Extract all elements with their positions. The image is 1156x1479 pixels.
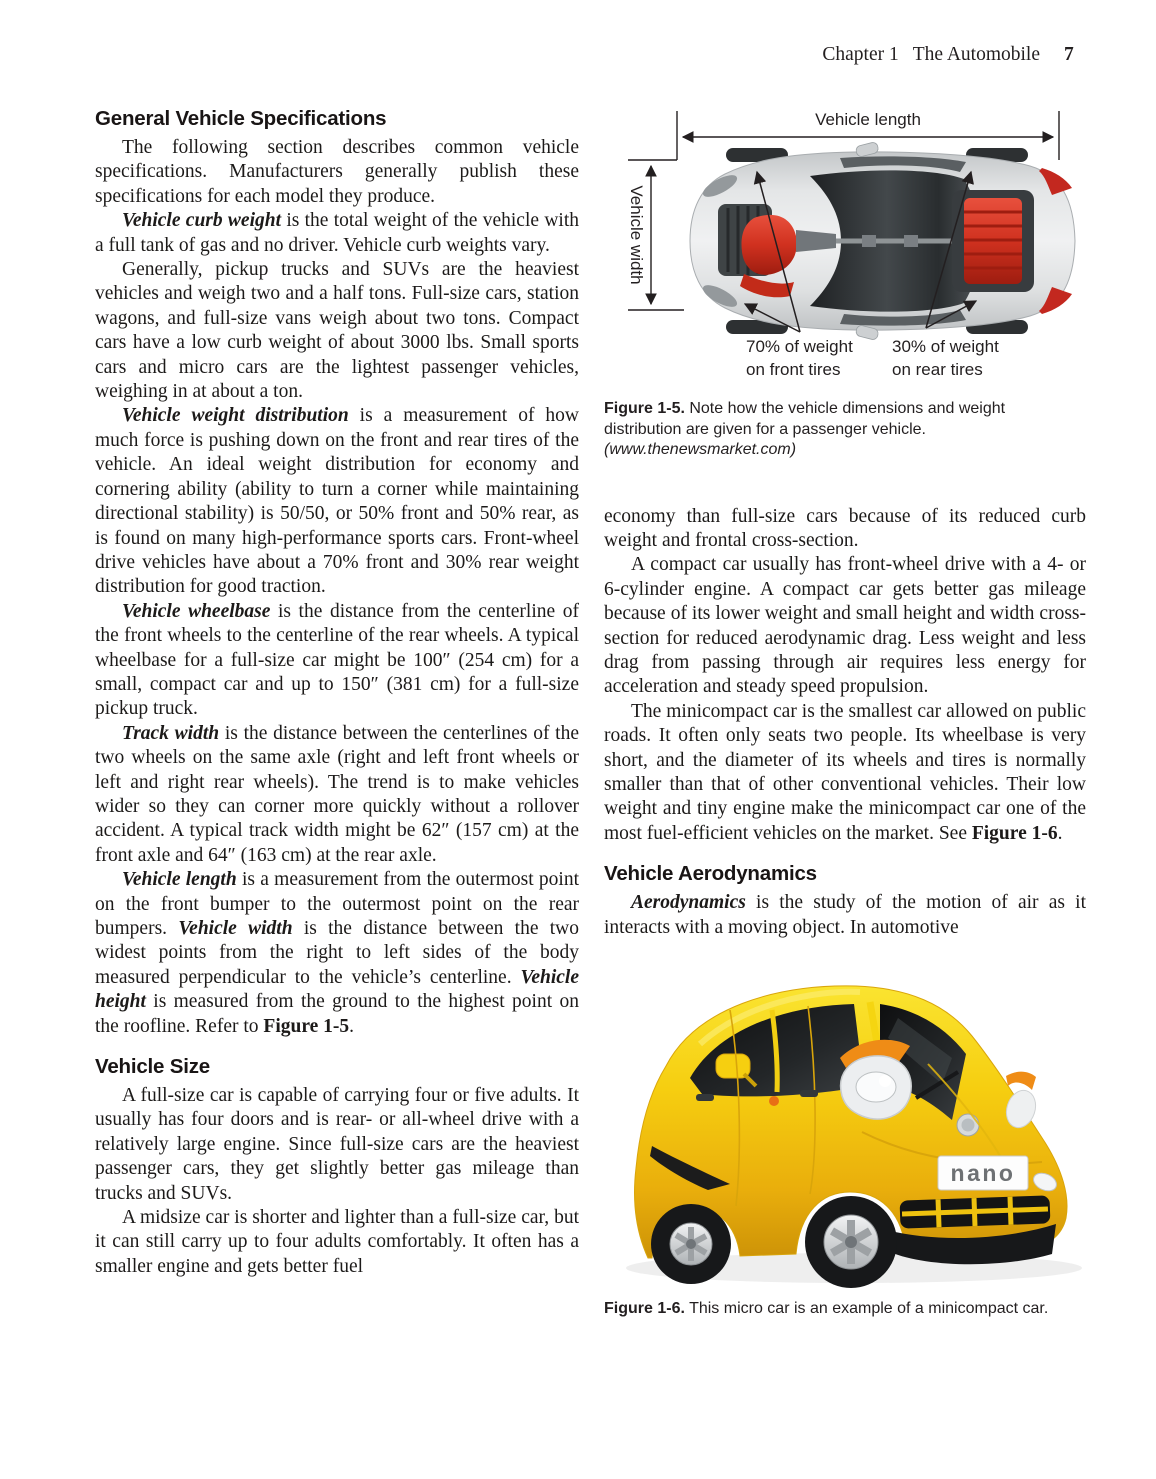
- body-paragraph: [95, 600, 579, 722]
- body-paragraph: [95, 868, 579, 1039]
- car-top-view: [690, 141, 1075, 340]
- text-run: Vehicle weight distribution: [122, 405, 349, 427]
- right-column: [604, 98, 1086, 1320]
- text-run: Vehicle curb weight: [122, 210, 282, 232]
- door-handle-rear: [696, 1094, 714, 1101]
- rear-weight-label-line1: 30% of weight: [892, 337, 999, 356]
- text-run: Aerodynamics: [631, 892, 746, 914]
- section-heading: Vehicle Size: [95, 1055, 210, 1079]
- figure-1-6: [604, 970, 1086, 1320]
- text-run: is the total weight of the vehicle with a full tank of gas and no driver. Vehicle curb weights vary.: [95, 210, 579, 256]
- text-run: (www.thenewsmarket.com): [604, 441, 797, 458]
- figure-1-5: [604, 98, 1086, 461]
- text-run: Vehicle height: [95, 966, 579, 1013]
- chapter-title: The Automobile: [912, 44, 1040, 65]
- text-run: Vehicle width: [178, 918, 293, 939]
- text-run: Figure 1-6.: [604, 1300, 685, 1317]
- body-paragraph: [95, 1084, 579, 1206]
- text-run: .: [1057, 822, 1063, 844]
- minicompact-car-photo: [604, 970, 1086, 1290]
- front-weight-label-line1: 70% of weight: [746, 337, 853, 356]
- nano-car: [635, 986, 1068, 1288]
- text-run: Track width: [122, 722, 220, 744]
- text-run: .: [349, 1015, 355, 1037]
- text-run: is the distance between the two widest points from the right to left sides of the body measured perpendicular to the vehicle’s centerline.: [95, 918, 580, 988]
- text-run: Vehicle length: [122, 869, 237, 891]
- text-run: is the distance from the centerline of the front wheels to the centerline of the rear wheels. A typical wheelbase for a full-size car might be 100″ (254 cm) for a small, compact car and up to 150″ (381 cm) for a full-size pickup truck.: [95, 600, 579, 720]
- plate-text: nano: [950, 1160, 1016, 1186]
- text-run: economy than full-size cars because of its reduced curb weight and frontal cross-section.: [604, 505, 1086, 551]
- chapter-label: Chapter 1: [822, 44, 899, 65]
- text-run: Vehicle wheelbase: [122, 600, 271, 622]
- text-run: Note how the vehicle dimensions and weight distribution are given for a passenger vehicle.: [604, 400, 1006, 438]
- text-run: The minicompact car is the smallest car allowed on public roads. It often only seats two people. Its wheelbase is very short, and the diameter of its wheels and tires is normally smaller than that of other conventional vehicles. Their low weight and tiny engine make the minicompact car one of the most fuel-efficient vehicles on the market. See: [604, 700, 1086, 844]
- body-paragraph: [95, 258, 579, 404]
- tata-badge: [957, 1114, 979, 1136]
- text-run: Figure 1-5: [263, 1015, 350, 1037]
- text-run: A full-size car is capable of carrying four or five adults. It usually has four doors and is rear- or all-wheel drive with a relatively large engine. Since full-size cars are the heaviest passenger cars, they get slightly better gas mileage than trucks and SUVs.: [95, 1085, 579, 1204]
- rear-wheel: [651, 1204, 731, 1284]
- body-paragraph: [604, 891, 1086, 940]
- page-number: 7: [1064, 44, 1074, 65]
- text-run: is a measurement from the outermost point on the front bumper to the outermost point on the rear bumpers.: [95, 869, 580, 939]
- side-indicator: [769, 1096, 779, 1106]
- rear-engine: [952, 190, 1034, 292]
- body-paragraph: [95, 722, 579, 868]
- text-run: A compact car usually has front-wheel drive with a 4- or 6-cylinder engine. A compact car gets better gas mileage because of its lower weight and small height and width cross-section for reduced aerodynamic drag. Less weight and less drag from passing through air requires less energy for acceleration and steady speed propulsion.: [604, 554, 1086, 698]
- text-run: Generally, pickup trucks and SUVs are the heaviest vehicles and weigh two and a half tons. Full-size cars, station wagons, and full-size vans weigh about two tons. Compact cars have a low curb weight of about 3000 lbs. Small sports cars and micro cars are the lightest passenger vehicles, weighing in at about a ton.: [95, 259, 579, 403]
- left-column: [95, 106, 579, 1279]
- front-weight-label-line2: on front tires: [746, 360, 841, 379]
- rear-weight-label-line2: on rear tires: [892, 360, 983, 379]
- body-paragraph: [95, 209, 579, 258]
- body-paragraph: [604, 505, 1086, 554]
- text-run: is a measurement of how much force is pushing down on the front and rear tires of the vehicle. An ideal weight distribution for economy and cornering ability (ability to turn a corner while maintaining directional stability) is 50/50, or 50% front and 50% rear, as is found on many high-performance sports cars. Front-wheel drive vehicles have about a 70% front and 30% rear weight distribution for good traction.: [95, 405, 579, 598]
- text-run: Figure 1-5.: [604, 400, 685, 417]
- text-run: The following section describes common vehicle specifications. Manufacturers generally publish these specifications for each model they produce.: [95, 137, 579, 207]
- vehicle-width-label: Vehicle width: [627, 185, 646, 285]
- figure-1-6-caption: [604, 1299, 1086, 1320]
- text-run: A midsize car is shorter and lighter than a full-size car, but it can still carry up to four adults comfortably. It often has a smaller engine and gets better fuel: [95, 1207, 579, 1277]
- body-paragraph: [95, 1206, 579, 1279]
- indicator-right: [1006, 1072, 1036, 1090]
- vehicle-dimensions-diagram: [604, 98, 1086, 390]
- body-paragraph: [604, 553, 1086, 699]
- front-grille: [900, 1195, 1051, 1228]
- body-paragraph: [604, 700, 1086, 846]
- text-run: This micro car is an example of a minicompact car.: [684, 1300, 1049, 1317]
- license-plate: [938, 1156, 1028, 1190]
- body-paragraph: [95, 404, 579, 599]
- text-run: is the distance between the centerlines of the two wheels on the same axle (right and left front wheels or left and right rear wheels). The trend is to make vehicles wider so they can corner more quickly without a rollover accident. A typical track width might be 62″ (157 cm) at the front axle and 64″ (163 cm) at the rear axle.: [95, 722, 579, 866]
- headlight-left: [841, 1056, 912, 1119]
- section-heading: General Vehicle Specifications: [95, 107, 387, 130]
- right-column-text: [604, 505, 1086, 941]
- vehicle-length-label: Vehicle length: [815, 110, 921, 129]
- text-run: is measured from the ground to the highest point on the roofline. Refer to: [95, 991, 579, 1037]
- section-heading: Vehicle Aerodynamics: [604, 862, 817, 886]
- text-run: Figure 1-6: [971, 822, 1058, 844]
- body-paragraph: [95, 136, 579, 209]
- text-run: is the study of the motion of air as it interacts with a moving object. In automotive: [604, 892, 1086, 938]
- front-wheel: [805, 1196, 897, 1288]
- figure-1-5-caption: [604, 399, 1086, 461]
- running-head: [0, 44, 1040, 66]
- door-handle-front: [800, 1090, 818, 1097]
